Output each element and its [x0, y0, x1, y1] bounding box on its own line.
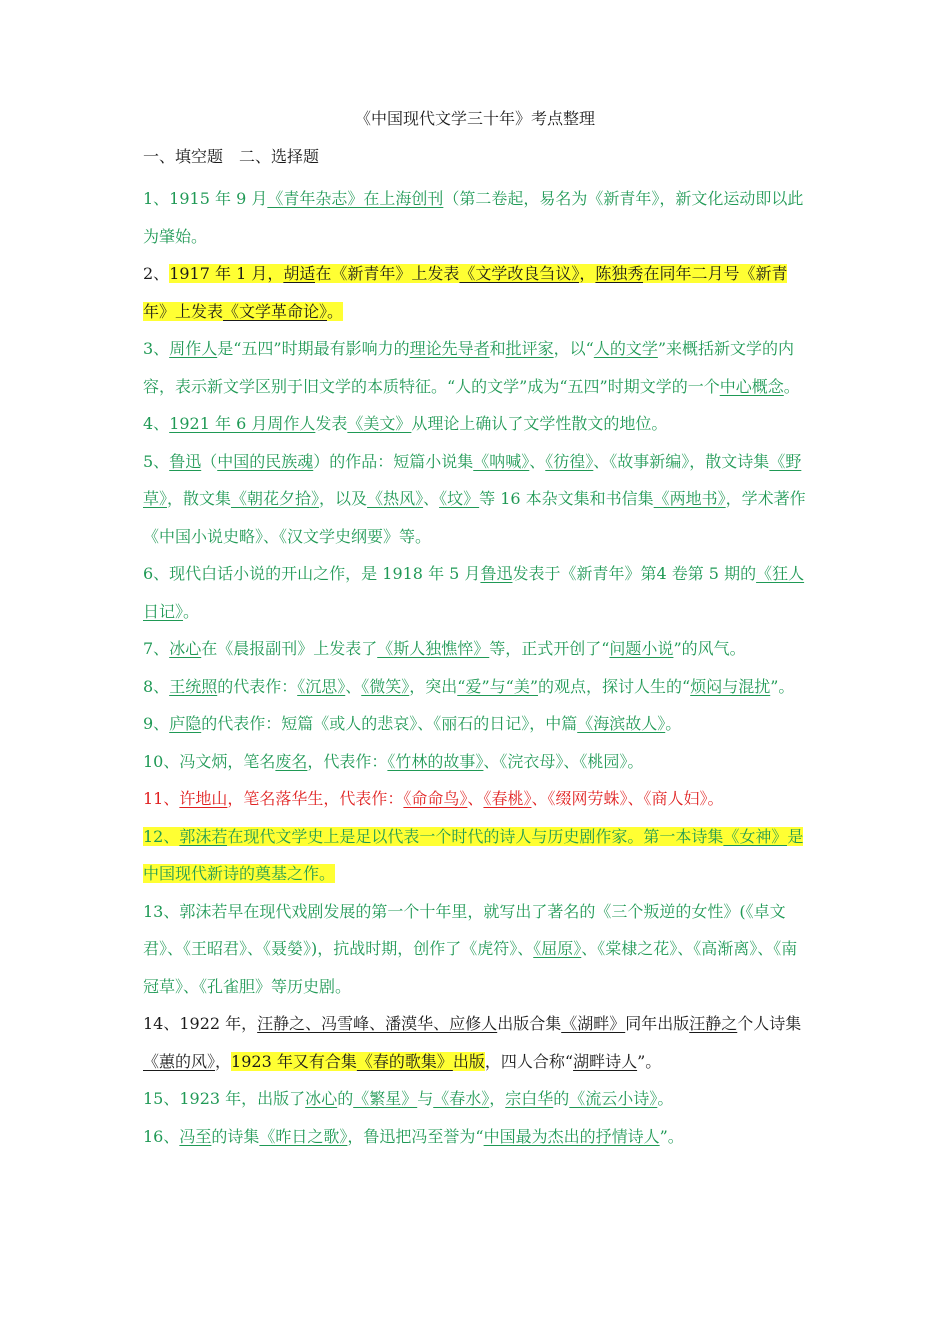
text-segment: 是中国现代新诗的奠基之作。	[143, 826, 804, 883]
text-segment: 3、	[143, 339, 170, 358]
text-segment: 在《晨报副刊》上发表了	[201, 639, 378, 658]
text-segment: 、	[345, 676, 362, 696]
text-segment: 与	[417, 1089, 434, 1108]
text-segment: 的诗集	[211, 1126, 260, 1146]
text-segment: 、	[423, 489, 440, 508]
exam-point-9	[143, 705, 809, 743]
underlined-term: 《文学改良刍议》	[459, 264, 580, 283]
underlined-term: 《微笑》	[361, 676, 410, 696]
text-segment: 在《新青年》上发表	[315, 264, 460, 283]
exam-point-1	[143, 180, 809, 255]
text-segment: 5、	[143, 451, 170, 471]
exam-point-10	[143, 743, 809, 781]
underlined-term: 《狂人日记》	[143, 564, 805, 621]
underlined-term: 《文学革命论》	[223, 301, 328, 321]
text-segment: 、	[467, 789, 484, 808]
text-segment: 、《缀网劳蛛》、《商人妇》。	[531, 789, 724, 808]
underlined-term: 中国最为杰出的抒情诗人	[483, 1126, 660, 1146]
text-segment: ，	[489, 1089, 506, 1108]
underlined-term: 《春的歌集》	[356, 1051, 453, 1071]
underlined-term: 王统照	[169, 676, 218, 696]
underlined-term: 《昨日之歌》	[259, 1126, 348, 1146]
text-segment: 同年出版	[625, 1014, 690, 1033]
text-segment: 的观点，探讨人生的“	[538, 676, 691, 696]
underlined-term: 《热风》	[367, 489, 424, 508]
text-segment: 、《故事新编》，散文诗集	[593, 451, 770, 471]
text-segment: 1917 年 1 月，	[169, 264, 284, 283]
text-segment: ，笔名落华生，代表作：	[227, 789, 404, 808]
text-segment: 的	[553, 1089, 570, 1108]
text-segment: ，四人合称“	[484, 1051, 574, 1071]
exam-point-2	[143, 255, 809, 330]
text-segment: ，鲁迅把冯至誉为“	[347, 1126, 484, 1146]
text-segment: 。	[783, 376, 800, 396]
exam-point-5	[143, 443, 809, 556]
underlined-term: 湖畔诗人	[573, 1051, 638, 1071]
exam-point-6	[143, 555, 809, 630]
underlined-term: 《两地书》	[653, 489, 726, 508]
text-segment: 的	[337, 1089, 354, 1108]
text-segment: 。	[657, 1089, 674, 1108]
text-segment: 、《浣衣母》、《桃园》。	[483, 751, 644, 771]
underlined-term: 《繁星》	[353, 1089, 418, 1108]
underlined-term: 周作人	[169, 339, 218, 358]
text-segment: ”的风气。	[673, 639, 746, 658]
exam-point-8	[143, 668, 809, 706]
text-segment: 8、	[143, 676, 170, 696]
underlined-term: 废名	[275, 751, 308, 771]
text-segment: ，以及	[319, 489, 368, 508]
underlined-term: 《呐喊》	[473, 451, 530, 471]
underlined-term: 《蕙的风》	[143, 1051, 216, 1071]
text-segment: 6、现代白话小说的开山之作，是 1918 年 5 月	[143, 564, 481, 583]
underlined-term: 《青年杂志》在上海创刊	[267, 189, 444, 208]
underlined-term: 《海滨故人》	[577, 714, 666, 733]
text-segment: 。	[327, 301, 344, 321]
underlined-term: “爱”与“美”	[457, 676, 539, 696]
underlined-term: 许地山	[179, 789, 228, 808]
underlined-term: 汪静之	[689, 1014, 738, 1033]
underlined-term: 冰心	[169, 639, 202, 658]
underlined-term: 批评家	[505, 339, 554, 358]
text-segment: ”。	[659, 1126, 684, 1146]
exam-point-13	[143, 893, 809, 1006]
exam-point-11	[143, 780, 809, 818]
underlined-term: 《女神》	[723, 826, 788, 846]
text-segment: ）的作品：短篇小说集	[313, 451, 474, 471]
text-segment: 1923 年又有合集	[231, 1051, 357, 1071]
underlined-term: 鲁迅	[480, 564, 513, 583]
text-segment: 。	[183, 601, 200, 621]
underlined-term: 《春水》	[433, 1089, 490, 1108]
text-segment: 出版	[452, 1051, 485, 1071]
underlined-term: 《湖畔》	[561, 1014, 626, 1033]
underlined-term: 宗白华	[505, 1089, 554, 1108]
underlined-term: 《竹林的故事》	[387, 751, 484, 771]
text-segment: ”。	[637, 1051, 662, 1071]
exam-point-16	[143, 1118, 809, 1156]
underlined-term: 烦闷与混扰	[690, 676, 771, 696]
underlined-term: 《美文》	[347, 414, 412, 433]
text-segment: 在现代文学史上是足以代表一个时代的诗人与历史剧作家。第一本诗集	[227, 826, 724, 846]
underlined-term: 《斯人独憔悴》	[377, 639, 490, 658]
underlined-term: 郭沫若	[179, 826, 228, 846]
underlined-term: 鲁迅	[169, 451, 202, 471]
text-segment: 从理论上确认了文学性散文的地位。	[411, 414, 668, 433]
text-segment: ，突出	[409, 676, 458, 696]
text-segment: 、《棠棣之花》、《高渐离》、《南冠草》、《孔雀胆》等历史剧。	[143, 939, 798, 996]
text-segment: 15、1923 年，出版了	[143, 1089, 306, 1108]
text-segment: 个人诗集	[737, 1014, 802, 1033]
text-segment: 发表	[315, 414, 348, 433]
underlined-term: 冯至	[179, 1126, 212, 1146]
text-segment: 是“五四”时期最有影响力的	[217, 339, 410, 358]
text-segment: 和	[489, 339, 506, 358]
exam-point-4	[143, 405, 809, 443]
text-segment: （第二卷起，易名为《新青年》，新文化运动即以此为肇始。	[143, 189, 804, 246]
text-segment: ，学术著作《中国小说史略》、《汉文学史纲要》等。	[143, 489, 806, 546]
text-segment: 1、1915 年 9 月	[143, 189, 268, 208]
text-segment: ，散文集	[167, 489, 232, 508]
text-segment: 4、	[143, 414, 170, 433]
text-segment: 。	[665, 714, 682, 733]
underlined-term: 《流云小诗》	[569, 1089, 658, 1108]
document-title: 《中国现代文学三十年》考点整理	[354, 109, 595, 128]
text-segment: 14、1922 年，	[143, 1014, 258, 1033]
text-segment: 16、	[143, 1126, 180, 1146]
underlined-term: 理论先导者	[409, 339, 490, 358]
text-segment: 在同年二月号《新青年》上发表	[143, 264, 788, 321]
section-heading: 一、填空题 二、选择题	[143, 147, 320, 166]
underlined-term: 《春桃》	[483, 789, 532, 808]
underlined-term: 《朝花夕拾》	[231, 489, 320, 508]
text-segment: ，以“	[553, 339, 594, 358]
exam-point-14	[143, 1005, 809, 1080]
exam-point-7	[143, 630, 809, 668]
underlined-term: 《沉思》	[297, 676, 346, 696]
exam-point-3	[143, 330, 809, 405]
underlined-term: 中国的民族魂	[217, 451, 314, 471]
text-segment: 2、	[143, 264, 170, 283]
text-segment: 12、	[143, 826, 180, 846]
text-segment: 出版合集	[497, 1014, 562, 1033]
text-segment: 、	[529, 451, 546, 471]
underlined-term: 胡适	[283, 264, 316, 283]
underlined-term: 《命命鸟》	[403, 789, 468, 808]
text-segment: 的代表作：短篇《或人的悲哀》、《丽石的日记》，中篇	[201, 714, 578, 733]
underlined-term: 《彷徨》	[545, 451, 594, 471]
underlined-term: 《屈原》	[533, 939, 582, 958]
text-segment: 等 16 本杂文集和书信集	[479, 489, 654, 508]
underlined-term: 陈独秀	[595, 264, 644, 283]
underlined-term: 汪静之、冯雪峰、潘漠华、应修人	[257, 1014, 498, 1033]
text-segment: ，	[579, 264, 596, 283]
text-segment: 发表于《新青年》第4 卷第 5 期的	[512, 564, 757, 583]
text-segment: 等，正式开创了“	[489, 639, 610, 658]
text-segment: 11、	[143, 789, 180, 808]
underlined-term: 问题小说	[609, 639, 674, 658]
underlined-term: 人的文学	[593, 339, 658, 358]
underlined-term: 《坟》	[439, 489, 480, 508]
exam-point-12	[143, 818, 809, 893]
text-segment: 的代表作：	[217, 676, 298, 696]
underlined-term: 冰心	[305, 1089, 338, 1108]
exam-points-list	[143, 180, 809, 1155]
text-segment: ，	[215, 1051, 232, 1071]
text-segment: （	[201, 451, 218, 471]
text-segment: ，代表作：	[307, 751, 388, 771]
text-segment: 9、	[143, 714, 170, 733]
underlined-term: 中心概念	[719, 376, 784, 396]
underlined-term: 1921 年 6 月周作人	[169, 414, 316, 433]
underlined-term: 《野草》	[143, 451, 802, 508]
text-segment: 10、冯文炳，笔名	[143, 751, 276, 771]
text-segment: ”来概括新文学的内容，表示新文学区别于旧文学的本质特征。“人的文学”成为“五四”时期文学的一个	[143, 339, 795, 396]
text-segment: 7、	[143, 639, 170, 658]
text-segment: ”。	[770, 676, 795, 696]
underlined-term: 庐隐	[169, 714, 202, 733]
exam-point-15	[143, 1080, 809, 1118]
text-segment: 13、郭沫若早在现代戏剧发展的第一个十年里，就写出了著名的《三个叛逆的女性》(《卓文君》、《王昭君》、《聂嫈》)，抗战时期，创作了《虎符》、	[143, 901, 786, 958]
